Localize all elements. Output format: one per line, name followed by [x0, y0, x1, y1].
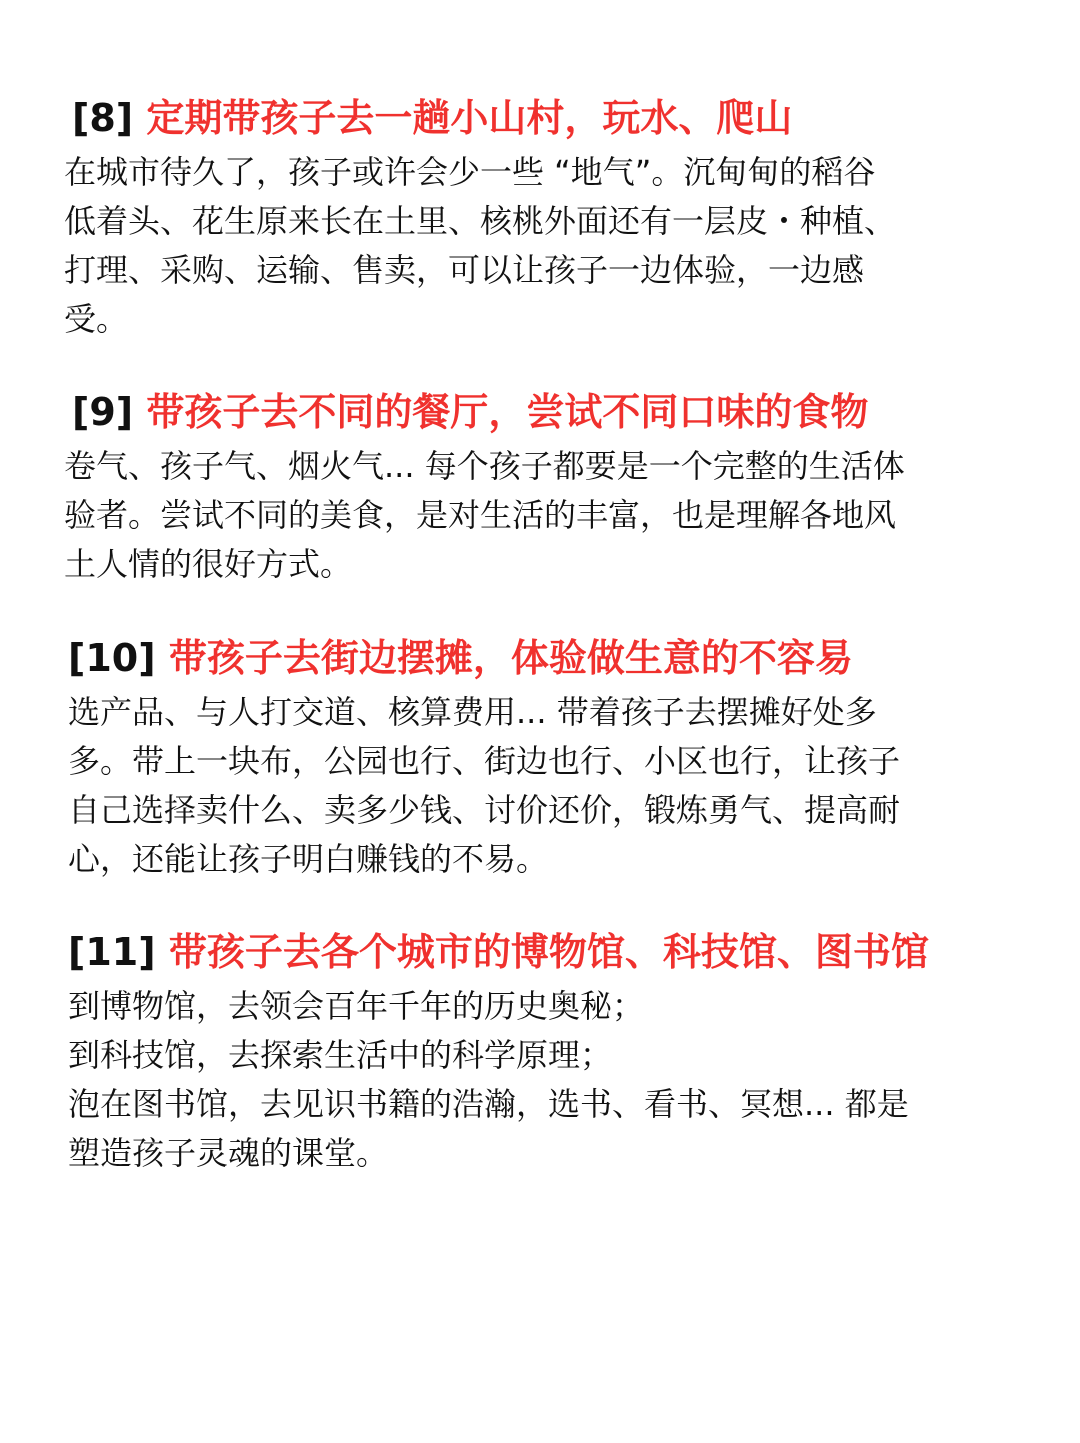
body-line: 受。 — [64, 300, 129, 338]
section-title: 定期带孩子去一趟小山村，玩水、爬山 — [146, 96, 793, 140]
section-heading — [68, 926, 988, 978]
section-heading — [72, 92, 984, 144]
section-9 — [64, 386, 984, 589]
body-line: 塑造孩子灵魂的课堂。 — [68, 1134, 389, 1172]
body-line: 泡在图书馆，去见识书籍的浩瀚，选书、看书、冥想... 都是 — [68, 1085, 909, 1123]
body-line: 卷气、孩子气、烟火气... 每个孩子都要是一个完整的生活体 — [64, 447, 905, 485]
section-number: [8] — [72, 96, 134, 140]
section-body — [68, 688, 988, 884]
section-number: [11] — [68, 930, 156, 974]
body-line: 验者。尝试不同的美食，是对生活的丰富，也是理解各地风 — [64, 496, 897, 534]
body-line: 在城市待久了，孩子或许会少一些 “地气”。沉甸甸的稻谷 — [64, 153, 876, 191]
section-10 — [68, 632, 988, 884]
body-line: 到博物馆，去领会百年千年的历史奥秘； — [68, 987, 645, 1025]
body-line: 选产品、与人打交道、核算费用... 带着孩子去摆摊好处多 — [68, 693, 877, 731]
section-11 — [68, 926, 988, 1178]
section-title: 带孩子去不同的餐厅，尝试不同口味的食物 — [146, 390, 869, 434]
section-body — [64, 148, 984, 344]
body-line: 到科技馆，去探索生活中的科学原理； — [68, 1036, 613, 1074]
section-heading — [72, 386, 984, 438]
section-body — [64, 442, 984, 589]
body-line: 自己选择卖什么、卖多少钱、讨价还价，锻炼勇气、提高耐 — [68, 791, 901, 829]
section-body — [68, 982, 988, 1178]
body-line: 心，还能让孩子明白赚钱的不易。 — [68, 840, 549, 878]
section-8 — [64, 92, 984, 344]
body-line: 多。带上一块布，公园也行、街边也行、小区也行，让孩子 — [68, 742, 901, 780]
section-number: [10] — [68, 636, 156, 680]
section-title: 带孩子去街边摆摊，体验做生意的不容易 — [168, 636, 853, 680]
body-line: 低着头、花生原来长在土里、核桃外面还有一层皮・种植、 — [64, 202, 897, 240]
section-heading — [68, 632, 988, 684]
section-number: [9] — [72, 390, 134, 434]
body-line: 打理、采购、运输、售卖，可以让孩子一边体验，一边感 — [64, 251, 865, 289]
section-title: 带孩子去各个城市的博物馆、科技馆、图书馆 — [168, 930, 929, 974]
body-line: 土人情的很好方式。 — [64, 545, 353, 583]
